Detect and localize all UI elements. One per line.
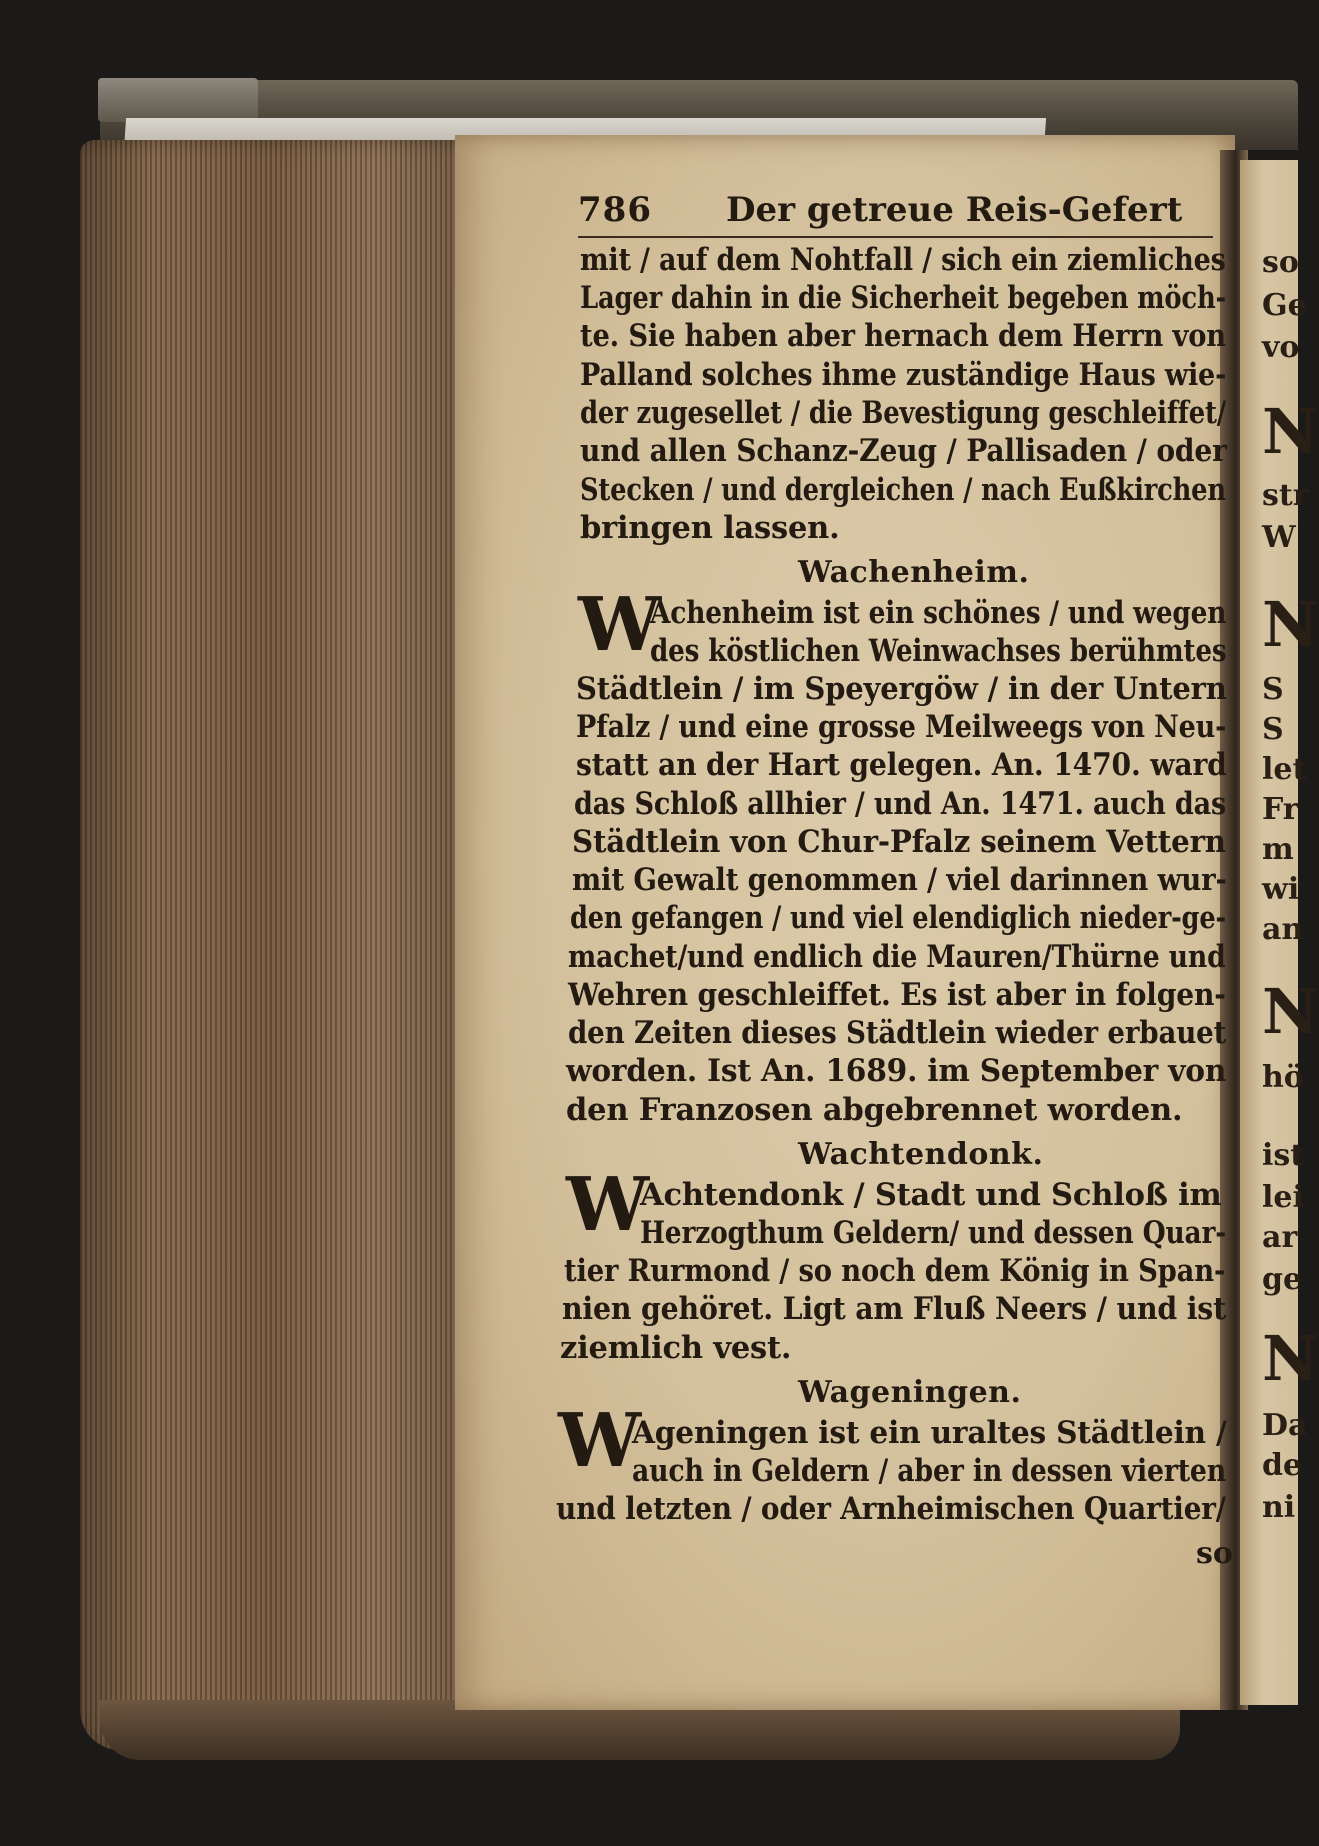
facing-page-fragment: lei xyxy=(1262,1180,1304,1215)
text-line: machet/und endlich die Mauren/Thürne und xyxy=(568,939,1226,975)
facing-page-fragment: so xyxy=(1262,245,1299,280)
text-line: und allen Schanz-Zeug / Pallisaden / oder xyxy=(580,433,1227,469)
text-line: Stecken / und dergleichen / nach Eußkirchen xyxy=(580,472,1226,508)
facing-page-fragment: Fr xyxy=(1262,792,1299,827)
section-heading: Wageningen. xyxy=(798,1375,1022,1410)
text-line: Achenheim ist ein schönes / und wegen xyxy=(650,595,1227,631)
section-heading: Wachtendonk. xyxy=(798,1137,1044,1172)
section-heading: Wachenheim. xyxy=(798,555,1030,590)
drop-initial: W xyxy=(558,1398,642,1484)
facing-page-fragment: ni xyxy=(1262,1490,1296,1525)
text-line: den Franzosen abgebrennet worden. xyxy=(566,1092,1183,1128)
text-line: statt an der Hart gelegen. An. 1470. ward xyxy=(576,747,1227,783)
text-line: auch in Geldern / aber in dessen vierten xyxy=(632,1453,1227,1489)
facing-page-fragment: Ge xyxy=(1262,288,1307,323)
drop-initial: W xyxy=(566,1162,650,1248)
catchword: so xyxy=(1196,1536,1233,1571)
text-line: te. Sie haben aber hernach dem Herrn von xyxy=(580,318,1227,354)
facing-page-fragment: vo xyxy=(1262,330,1300,365)
text-line: bringen lassen. xyxy=(580,510,840,546)
page-header xyxy=(578,190,1213,238)
text-line: Ageningen ist ein uraltes Städtlein / xyxy=(632,1415,1227,1451)
text-line: das Schloß allhier / und An. 1471. auch das xyxy=(574,786,1227,822)
drop-initial: W xyxy=(578,582,662,668)
facing-page-fragment: wi xyxy=(1262,872,1300,907)
text-line: den gefangen / und viel elendiglich nieder-ge- xyxy=(570,900,1226,936)
text-line: Pfalz / und eine grosse Meilweegs von Neu- xyxy=(576,709,1227,745)
facing-page-fragment: N xyxy=(1262,975,1319,1048)
facing-page-fragment: let xyxy=(1262,752,1307,787)
facing-page-fragment: N xyxy=(1262,1322,1319,1395)
running-head: Der getreue Reis-Gefert xyxy=(726,190,1183,230)
text-line: ziemlich vest. xyxy=(560,1330,792,1366)
facing-page-fragment: hö xyxy=(1262,1060,1304,1095)
facing-page-fragment: Da xyxy=(1262,1408,1308,1443)
text-line: Herzogthum Geldern/ und dessen Quar- xyxy=(640,1215,1227,1251)
facing-page-fragment: S xyxy=(1262,712,1284,747)
facing-page-fragment: an xyxy=(1262,912,1304,947)
facing-page-fragment: ge xyxy=(1262,1262,1303,1297)
text-line: der zugesellet / die Bevestigung geschleiffet/ xyxy=(580,395,1227,431)
text-line: Städtlein von Chur-Pfalz seinem Vettern xyxy=(572,824,1226,860)
text-line: mit / auf dem Nohtfall / sich ein ziemliches xyxy=(580,242,1226,278)
text-line: Lager dahin in die Sicherheit begeben möch- xyxy=(580,280,1227,316)
facing-page-fragment: N xyxy=(1262,395,1319,468)
text-line: Palland solches ihme zuständige Haus wie- xyxy=(580,357,1227,393)
text-line: nien gehöret. Ligt am Fluß Neers / und ist xyxy=(562,1291,1227,1327)
facing-page-fragment: m xyxy=(1262,832,1294,867)
text-line: und letzten / oder Arnheimischen Quartier/ xyxy=(556,1491,1226,1527)
text-line: mit Gewalt genommen / viel darinnen wur- xyxy=(572,862,1227,898)
facing-page-fragment: S xyxy=(1262,672,1284,707)
text-line: Städtlein / im Speyergöw / in der Untern xyxy=(576,671,1227,707)
facing-page-fragment: ar xyxy=(1262,1220,1298,1255)
facing-page-fragment: str xyxy=(1262,478,1309,513)
facing-page-fragment: W xyxy=(1262,520,1296,555)
page-number: 786 xyxy=(578,190,652,230)
text-line: Wehren geschleiffet. Es ist aber in folgen- xyxy=(568,977,1226,1013)
facing-page-fragment: N xyxy=(1262,588,1319,661)
text-line: des köstlichen Weinwachses berühmtes xyxy=(650,633,1227,669)
facing-page-fragment: de xyxy=(1262,1448,1303,1483)
text-line: den Zeiten dieses Städtlein wieder erbauet xyxy=(568,1015,1227,1051)
text-line: worden. Ist An. 1689. im September von xyxy=(566,1053,1227,1089)
facing-page-fragment: ist xyxy=(1262,1138,1305,1173)
text-line: Achtendonk / Stadt und Schloß im xyxy=(640,1177,1222,1213)
text-line: tier Rurmond / so noch dem König in Span- xyxy=(564,1253,1226,1289)
